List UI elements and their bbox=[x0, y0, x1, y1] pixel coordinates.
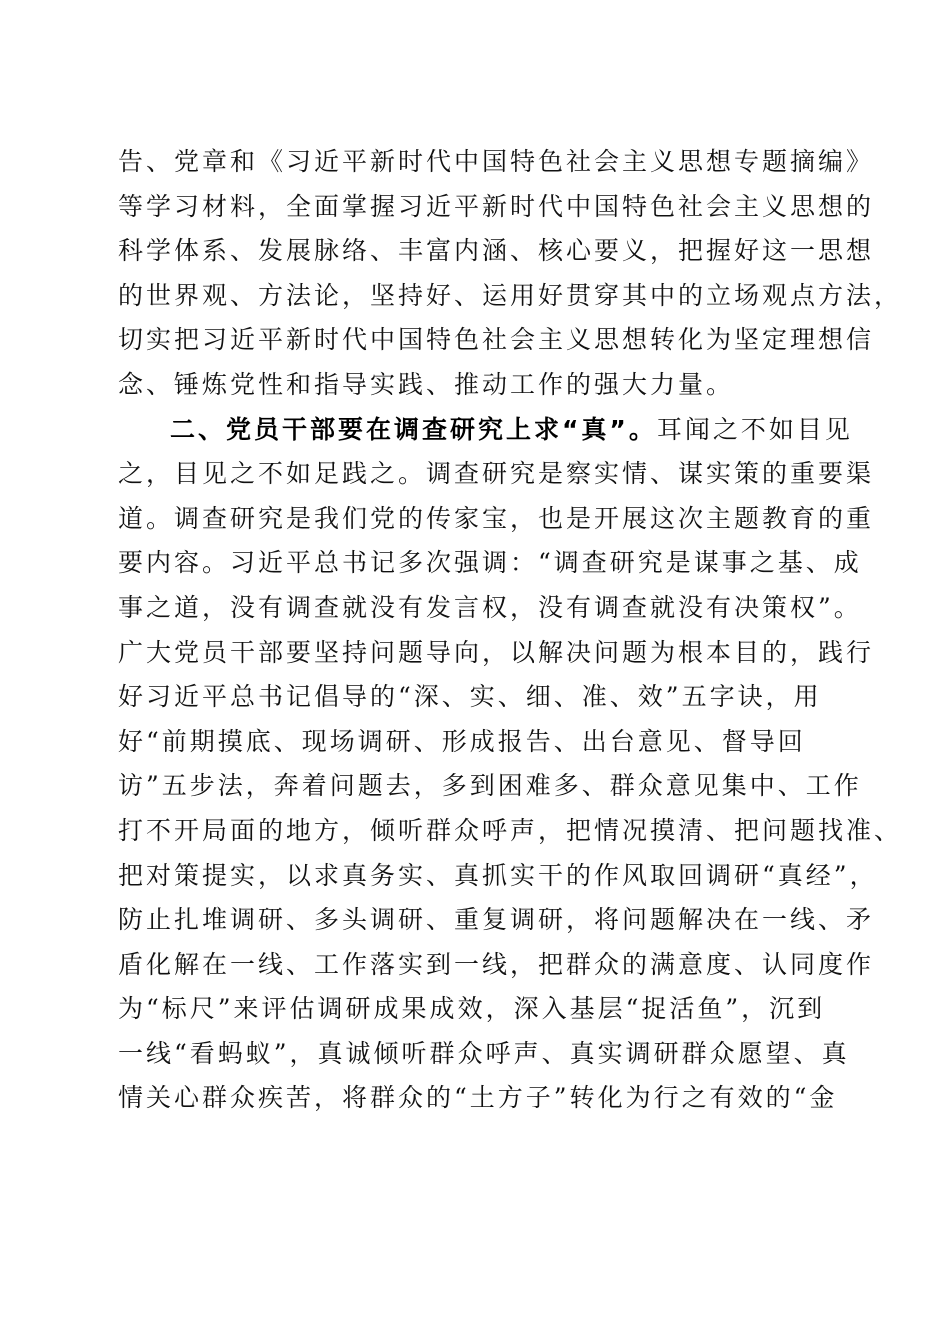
text-line: 之，目见之不如足践之。调查研究是察实情、谋实策的重要渠 bbox=[118, 459, 875, 489]
text-line: 访”五步法，奔着问题去，多到困难多、群众意见集中、工作 bbox=[118, 771, 862, 801]
text-line: 要内容。习近平总书记多次强调：“调查研究是谋事之基、成 bbox=[118, 548, 862, 578]
text-line: 防止扎堆调研、多头调研、重复调研，将问题解决在一线、矛 bbox=[118, 905, 875, 935]
text-line: 为“标尺”来评估调研成果成效，深入基层“捉活鱼”，沉到 bbox=[118, 994, 826, 1024]
body-text bbox=[118, 140, 903, 1121]
text-line: 好习近平总书记倡导的“深、实、细、准、效”五字诀，用 bbox=[118, 682, 822, 712]
text-line: 切实把习近平新时代中国特色社会主义思想转化为坚定理想信 bbox=[118, 325, 875, 355]
section-heading: 二、党员干部要在调查研究上求“真”。 bbox=[170, 414, 657, 444]
text-line: 把对策提实，以求真务实、真抓实干的作风取回调研“真经”， bbox=[118, 860, 878, 890]
section-heading-rest: 耳闻之不如目见 bbox=[656, 414, 853, 444]
paragraph-1 bbox=[118, 140, 903, 408]
text-line: 念、锤炼党性和指导实践、推动工作的强大力量。 bbox=[118, 369, 735, 399]
text-line: 一线“看蚂蚁”，真诚倾听群众呼声、真实调研群众愿望、真 bbox=[118, 1038, 850, 1068]
section-heading-line bbox=[118, 408, 853, 453]
text-line: 等学习材料，全面掌握习近平新时代中国特色社会主义思想的 bbox=[118, 191, 875, 221]
text-line: 情关心群众疾苦，将群众的“土方子”转化为行之有效的“金 bbox=[118, 1083, 838, 1113]
text-line: 盾化解在一线、工作落实到一线，把群众的满意度、认同度作 bbox=[118, 949, 875, 979]
text-line: 道。调查研究是我们党的传家宝，也是开展这次主题教育的重 bbox=[118, 503, 875, 533]
text-line: 好“前期摸底、现场调研、形成报告、出台意见、督导回 bbox=[118, 726, 806, 756]
text-line: 打不开局面的地方，倾听群众呼声，把情况摸清、把问题找准、 bbox=[118, 815, 903, 845]
text-line: 科学体系、发展脉络、丰富内涵、核心要义，把握好这一思想 bbox=[118, 236, 875, 266]
text-line: 告、党章和《习近平新时代中国特色社会主义思想专题摘编》 bbox=[118, 147, 875, 176]
paragraph-2 bbox=[118, 408, 903, 1122]
text-line: 事之道，没有调查就没有发言权，没有调查就没有决策权”。 bbox=[118, 592, 862, 622]
text-line: 的世界观、方法论，坚持好、运用好贯穿其中的立场观点方法， bbox=[118, 280, 903, 310]
text-line: 广大党员干部要坚持问题导向，以解决问题为根本目的，践行 bbox=[118, 637, 875, 667]
